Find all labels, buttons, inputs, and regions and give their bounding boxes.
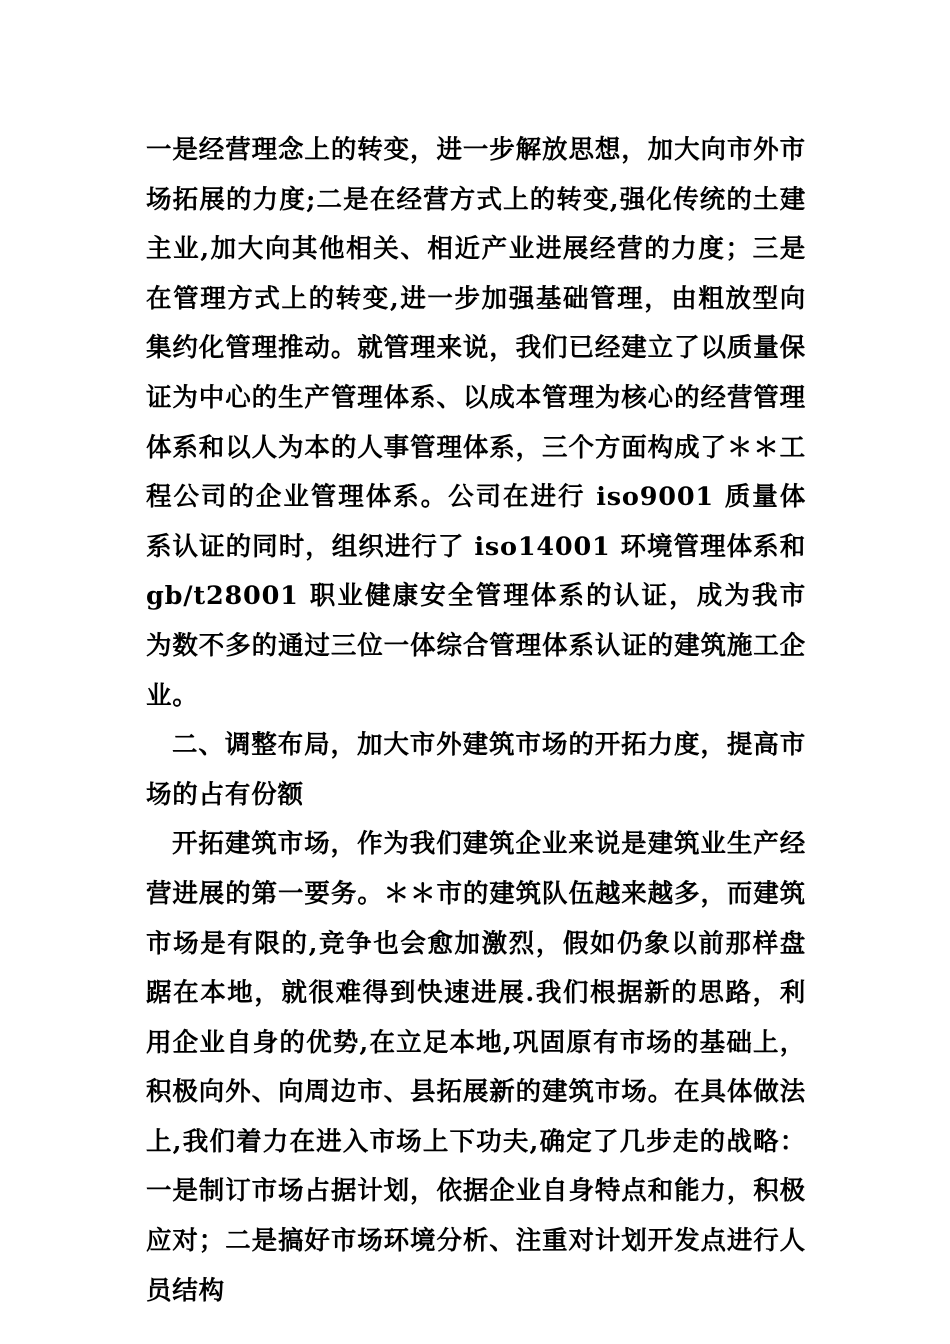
document-body [146, 126, 806, 1316]
paragraph-market-development: 开拓建筑市场，作为我们建筑企业来说是建筑业生产经营进展的第一要务。＊＊市的建筑队伍越来越多，而建筑市场是有限的,竞争也会愈加激烈，假如仍象以前那样盘踞在本地，就很难得到快速进展.我们根据新的思路，利用企业自身的优势,在立足本地,巩固原有市场的基础上，积极向外、向周边市、县拓展新的建筑市场。在具体做法上,我们着力在进入市场上下功夫,确定了几步走的战略：一是制订市场占据计划，依据企业自身特点和能力，积极应对；二是搞好市场环境分析、注重对计划开发点进行人员结构 [146, 829, 806, 1306]
paragraph-management-transformation: 一是经营理念上的转变，进一步解放思想，加大向市外市场拓展的力度;二是在经营方式上的转变,强化传统的土建主业,加大向其他相关、相近产业进展经营的力度；三是在管理方式上的转变,进一步加强基础管理，由粗放型向集约化管理推动。就管理来说，我们已经建立了以质量保证为中心的生产管理体系、以成本管理为核心的经营管理体系和以人为本的人事管理体系，三个方面构成了＊＊工程公司的企业管理体系。公司在进行 iso9001 质量体系认证的同时，组织进行了 iso14001 环境管理体系和 gb/t28001 职业健康安全管理体系的认证，成为我市为数不多的通过三位一体综合管理体系认证的建筑施工企业。 [146, 135, 806, 711]
section-heading-market-expansion: 二、调整布局，加大市外建筑市场的开拓力度，提高市场的占有份额 [146, 730, 806, 810]
